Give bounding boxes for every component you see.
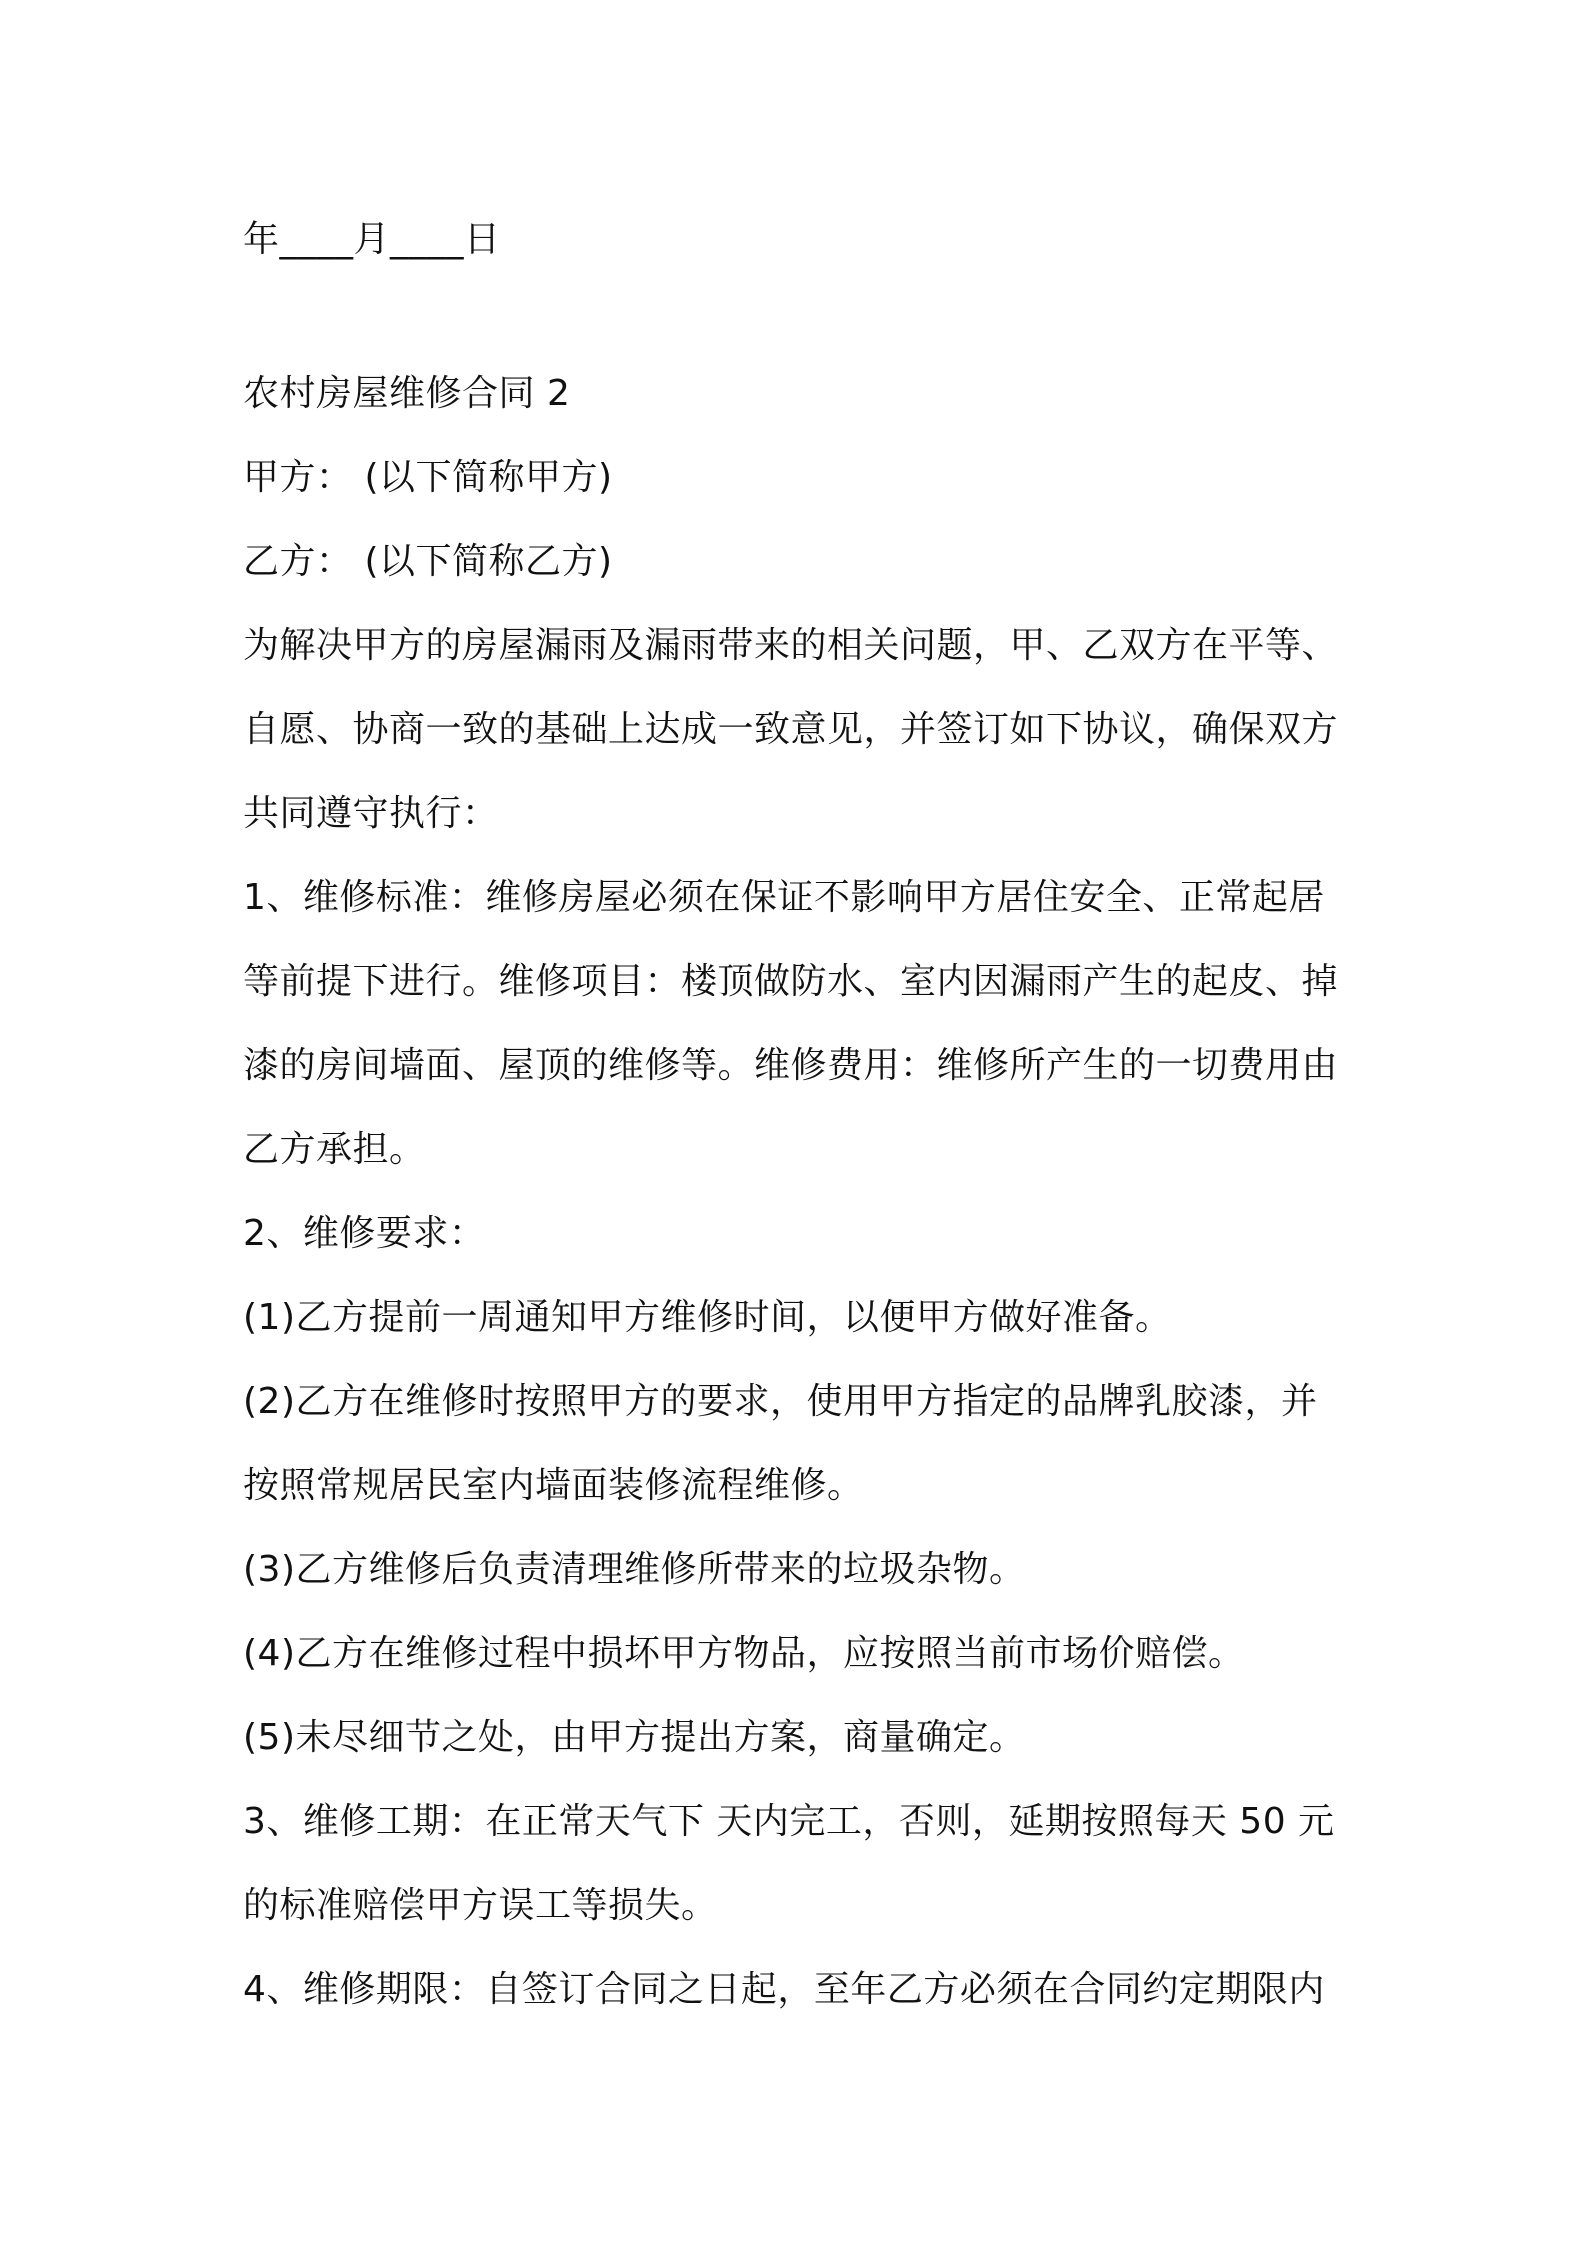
clause3-line-2: 的标准赔偿甲方误工等损失。 <box>243 1885 718 1926</box>
clause2-item-3: (3)乙方维修后负责清理维修所带来的垃圾杂物。 <box>243 1549 1026 1590</box>
intro-line-3: 共同遵守执行： <box>243 793 499 834</box>
clause4-line-1: 4、维修期限：自签订合同之日起，至年乙方必须在合同约定期限内 <box>243 1969 1325 2010</box>
clause2-item-4: (4)乙方在维修过程中损坏甲方物品，应按照当前市场价赔偿。 <box>243 1633 1245 1674</box>
clause1-line-3: 漆的房间墙面、屋顶的维修等。维修费用：维修所产生的一切费用由 <box>243 1045 1339 1086</box>
clause3-line-1: 3、维修工期：在正常天气下 天内完工，否则，延期按照每天 50 元 <box>243 1801 1335 1842</box>
clause1-line-1: 1、维修标准：维修房屋必须在保证不影响甲方居住安全、正常起居 <box>243 877 1325 918</box>
clause2-item-5: (5)未尽细节之处，由甲方提出方案，商量确定。 <box>243 1717 1026 1758</box>
section-gap <box>243 282 1363 352</box>
clause2-heading: 2、维修要求： <box>243 1213 486 1254</box>
clause1-line-2: 等前提下进行。维修项目：楼顶做防水、室内因漏雨产生的起皮、掉 <box>243 961 1339 1002</box>
party-a-line: 甲方： (以下简称甲方) <box>243 457 613 498</box>
contract-title: 农村房屋维修合同 2 <box>243 373 571 414</box>
intro-line-1: 为解决甲方的房屋漏雨及漏雨带来的相关问题，甲、乙双方在平等、 <box>243 625 1339 666</box>
intro-line-2: 自愿、协商一致的基础上达成一致意见，并签订如下协议，确保双方 <box>243 709 1339 750</box>
document-body <box>243 198 1363 2032</box>
party-b-line: 乙方： (以下简称乙方) <box>243 541 613 582</box>
clause1-line-4: 乙方承担。 <box>243 1129 426 1170</box>
clause2-item-2-cont: 按照常规居民室内墙面装修流程维修。 <box>243 1465 864 1506</box>
clause2-item-2: (2)乙方在维修时按照甲方的要求，使用甲方指定的品牌乳胶漆，并 <box>243 1381 1318 1422</box>
clause2-item-1: (1)乙方提前一周通知甲方维修时间，以便甲方做好准备。 <box>243 1297 1172 1338</box>
date-line: 年____月____日 <box>243 219 501 260</box>
